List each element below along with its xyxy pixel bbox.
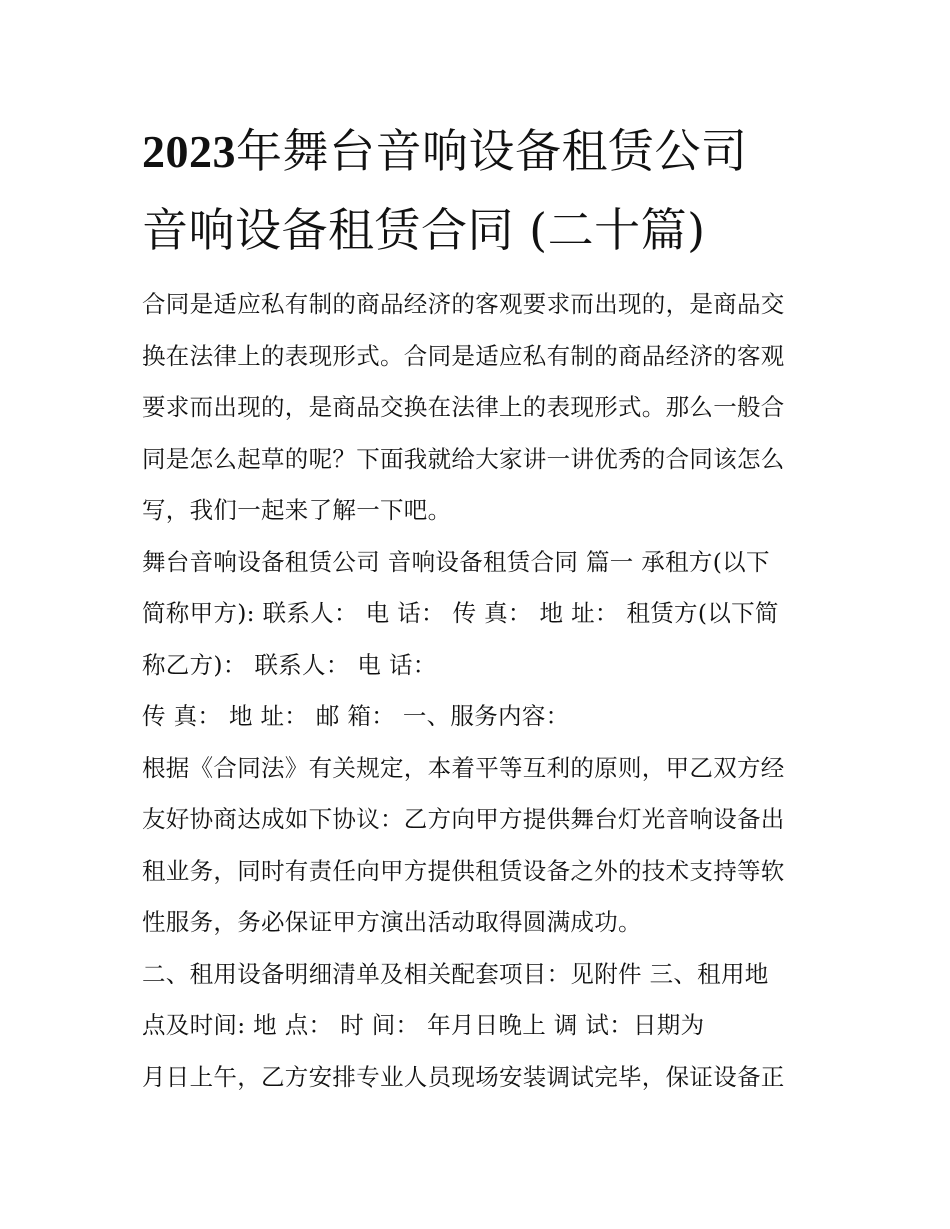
title-line-1 — [142, 112, 814, 191]
text-line: 舞台音响设备租赁公司 音响设备租赁合同 篇一 承租方(以下 — [142, 547, 770, 576]
paragraph-service-content — [142, 743, 814, 949]
text-line: 性服务，务必保证甲方演出活动取得圆满成功。 — [142, 908, 642, 936]
text-line: 简称甲方): 联系人： 电 话： 传 真： 地 址： 租赁方(以下简 — [142, 599, 779, 627]
document-title — [142, 112, 814, 269]
text-line: 月日上午，乙方安排专业人员现场安装调试完毕，保证设备正 — [142, 1062, 785, 1091]
paragraph-parties — [142, 537, 814, 692]
text-line: 点及时间: 地 点： 时 间： 年月日晚上 调 试：日期为 — [142, 1011, 705, 1039]
document-content — [142, 112, 814, 1103]
paragraph-intro — [142, 279, 814, 537]
text-line: 友好协商达成如下协议：乙方向甲方提供舞台灯光音响设备出 — [142, 805, 785, 833]
title-line-2: 音响设备租赁合同 (二十篇) — [142, 203, 706, 257]
text-line: 租业务，同时有责任向甲方提供租赁设备之外的技术支持等软 — [142, 856, 785, 885]
text-line: 合同是适应私有制的商品经济的客观要求而出现的，是商品交 — [142, 290, 785, 318]
text-line: 写，我们一起来了解一下吧。 — [142, 496, 452, 524]
text-line: 根据《合同法》有关规定，本着平等互利的原则，甲乙双方经 — [142, 753, 785, 782]
text-line: 同是怎么起草的呢？下面我就给大家讲一讲优秀的合同该怎么 — [142, 444, 785, 473]
text-line: 传 真： 地 址： 邮 箱： 一、服务内容： — [142, 702, 570, 730]
title-line-1-text: 年舞台音响设备租赁公司 — [236, 124, 748, 178]
paragraph-contact — [142, 691, 814, 743]
document-body — [142, 279, 814, 1103]
text-line: 要求而出现的，是商品交换在法律上的表现形式。那么一般合 — [142, 393, 785, 421]
text-line: 二、租用设备明细清单及相关配套项目：见附件 三、租用地 — [142, 959, 769, 988]
paragraph-setup — [142, 1052, 814, 1104]
title-year: 2023 — [142, 126, 236, 177]
text-line: 换在法律上的表现形式。合同是适应私有制的商品经济的客观 — [142, 341, 785, 370]
paragraph-equipment — [142, 949, 814, 1052]
text-line: 称乙方)： 联系人： 电 话： — [142, 650, 437, 679]
